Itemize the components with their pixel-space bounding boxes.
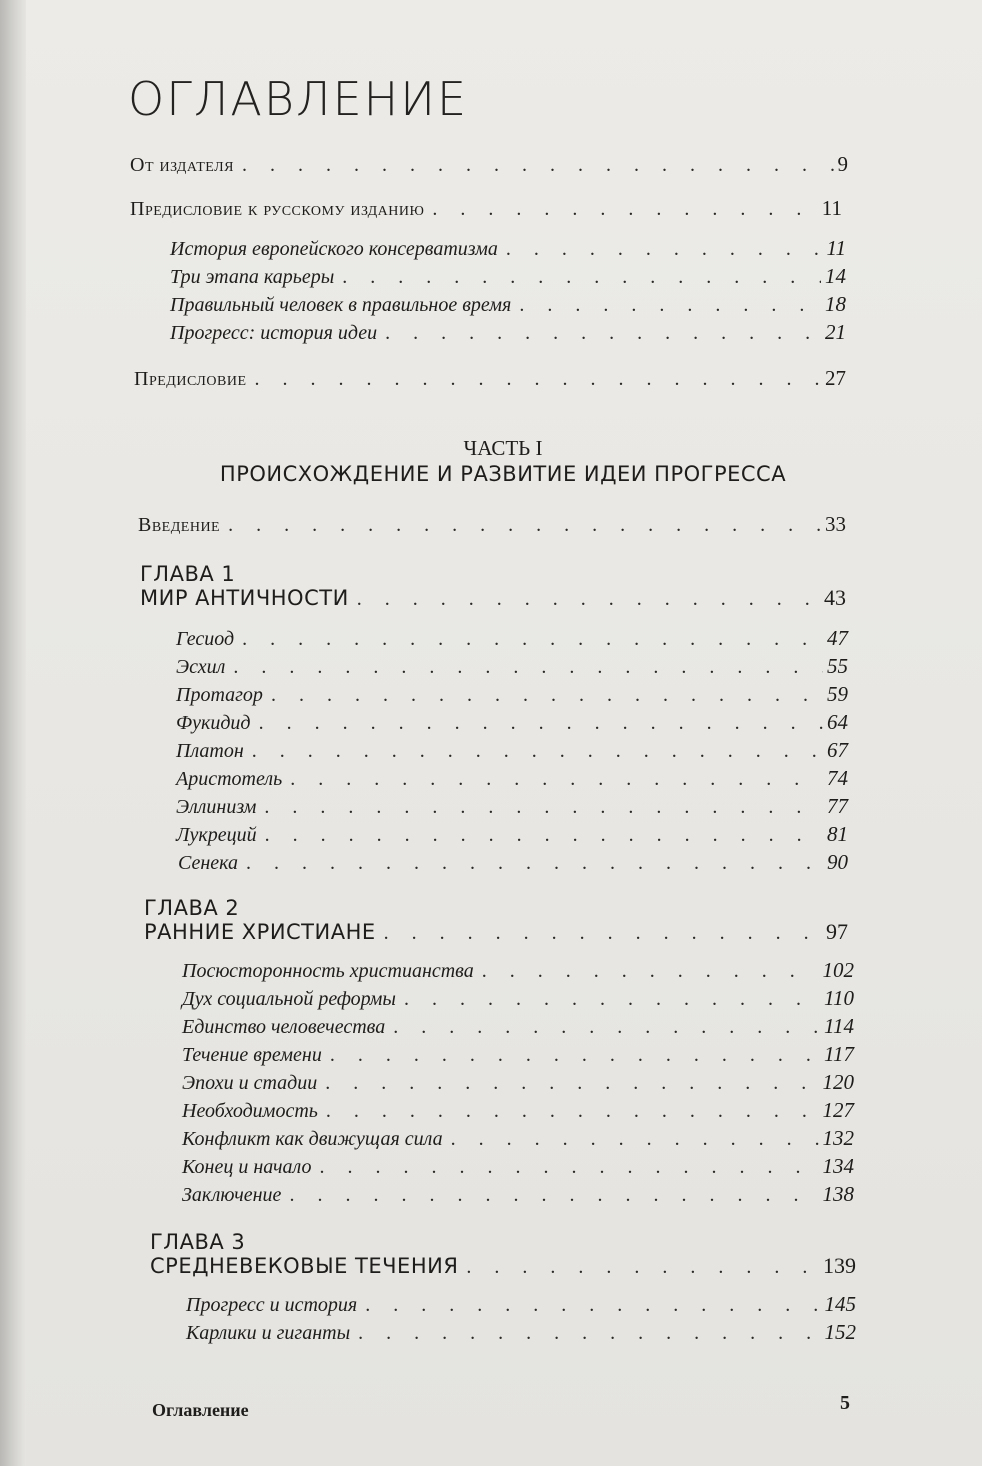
- toc-subentry[interactable]: [176, 738, 848, 763]
- toc-subentry[interactable]: [170, 264, 846, 289]
- chapter-label: ГЛАВА 1: [140, 562, 236, 586]
- toc-subentry[interactable]: [182, 1014, 854, 1039]
- page-gutter-edge: [0, 0, 26, 1466]
- leader-dots: [242, 153, 834, 177]
- toc-entry-text: Единство человечества: [182, 1016, 386, 1038]
- toc-entry-introduction[interactable]: [138, 512, 846, 537]
- toc-entry-page: 132: [822, 1126, 854, 1150]
- toc-entry-page: 102: [822, 958, 854, 982]
- leader-dots: [255, 367, 821, 391]
- toc-entry-text: Аристотель: [176, 768, 283, 790]
- leader-dots: [404, 987, 820, 1011]
- leader-dots: [466, 1255, 819, 1279]
- leader-dots: [482, 959, 819, 983]
- leader-dots: [384, 921, 822, 945]
- leader-dots: [259, 711, 823, 735]
- toc-entry-page: 74: [827, 766, 848, 790]
- toc-entry-preface-russian[interactable]: [130, 196, 842, 221]
- toc-entry-text: Карлики и гиганты: [186, 1322, 351, 1344]
- toc-entry-text: История европейского консерватизма: [170, 238, 498, 260]
- toc-entry-text: СРЕДНЕВЕКОВЫЕ ТЕЧЕНИЯ: [150, 1254, 459, 1278]
- toc-entry-page: 11: [826, 236, 846, 260]
- toc-entry-text: Правильный человек в правильное время: [170, 294, 512, 316]
- leader-dots: [290, 767, 823, 791]
- leader-dots: [357, 587, 820, 611]
- leader-dots: [451, 1127, 819, 1151]
- toc-chapter-title[interactable]: [150, 1254, 856, 1279]
- toc-entry-page: 55: [827, 654, 848, 678]
- part-label: ЧАСТЬ I: [463, 436, 543, 460]
- toc-entry-page: 138: [822, 1182, 854, 1206]
- toc-entry-page: 139: [823, 1253, 856, 1278]
- toc-entry-text: Лукреций: [176, 824, 257, 846]
- toc-entry-text: Прогресс: история идеи: [170, 322, 378, 344]
- toc-entry-text: РАННИЕ ХРИСТИАНЕ: [144, 920, 376, 944]
- toc-entry-text: Конец и начало: [182, 1156, 312, 1178]
- leader-dots: [506, 237, 823, 261]
- toc-entry-text: Введение: [138, 514, 221, 536]
- leader-dots: [289, 1183, 818, 1207]
- toc-entry-text: Платон: [176, 740, 244, 762]
- toc-entry-from-publisher[interactable]: [130, 152, 848, 177]
- toc-subentry[interactable]: [182, 1070, 854, 1095]
- leader-dots: [233, 655, 823, 679]
- toc-entry-text: Предисловие: [134, 368, 247, 390]
- toc-entry-text: Необходимость: [182, 1100, 318, 1122]
- toc-entry-page: 64: [827, 710, 848, 734]
- toc-entry-page: 90: [827, 850, 848, 874]
- toc-entry-page: 59: [827, 682, 848, 706]
- leader-dots: [246, 851, 823, 875]
- toc-entry-text: Эллинизм: [176, 796, 257, 818]
- toc-subentry[interactable]: [176, 682, 848, 707]
- toc-entry-page: 21: [825, 320, 846, 344]
- toc-subentry[interactable]: [176, 654, 848, 679]
- toc-entry-page: 9: [837, 152, 848, 176]
- toc-entry-text: Эсхил: [176, 656, 226, 678]
- leader-dots: [330, 1043, 820, 1067]
- toc-entry-page: 120: [822, 1070, 854, 1094]
- leader-dots: [519, 293, 821, 317]
- toc-entry-page: 33: [825, 512, 846, 536]
- toc-entry-page: 67: [827, 738, 848, 762]
- page-number: 5: [840, 1392, 850, 1414]
- toc-entry-text: Протагор: [176, 684, 263, 706]
- toc-entry-text: Посюсторонность христианства: [182, 960, 474, 982]
- toc-entry-page: 27: [825, 366, 846, 390]
- toc-subentry[interactable]: [170, 292, 846, 317]
- toc-entry-page: 77: [827, 794, 848, 818]
- toc-entry-text: МИР АНТИЧНОСТИ: [140, 586, 349, 610]
- toc-subentry[interactable]: [182, 1042, 854, 1067]
- toc-entry-page: 134: [822, 1154, 854, 1178]
- toc-entry-page: 97: [826, 919, 848, 944]
- leader-dots: [385, 321, 821, 345]
- leader-dots: [358, 1321, 820, 1345]
- toc-subentry[interactable]: [170, 320, 846, 345]
- toc-entry-page: 11: [821, 196, 842, 220]
- toc-entry-text: Течение времени: [182, 1044, 322, 1066]
- toc-subentry[interactable]: [182, 1098, 854, 1123]
- toc-chapter-title[interactable]: [144, 920, 848, 945]
- toc-entry-text: Прогресс и история: [186, 1294, 358, 1316]
- toc-entry-page: 18: [825, 292, 846, 316]
- toc-title: ОГЛАВЛЕНИЕ: [128, 72, 469, 126]
- leader-dots: [432, 197, 817, 221]
- toc-subentry[interactable]: [182, 1126, 854, 1151]
- chapter-label: ГЛАВА 2: [144, 896, 240, 920]
- toc-subentry[interactable]: [186, 1292, 856, 1317]
- leader-dots: [393, 1015, 820, 1039]
- leader-dots: [242, 627, 823, 651]
- toc-entry-page: 47: [827, 626, 848, 650]
- leader-dots: [342, 265, 821, 289]
- toc-entry-text: Эпохи и стадии: [182, 1072, 318, 1094]
- toc-subentry[interactable]: [176, 710, 848, 735]
- leader-dots: [365, 1293, 820, 1317]
- toc-entry-text: Гесиод: [176, 628, 235, 650]
- leader-dots: [325, 1071, 818, 1095]
- toc-entry-page: 114: [824, 1014, 854, 1038]
- toc-subentry[interactable]: [176, 766, 848, 791]
- toc-subentry[interactable]: [182, 1182, 854, 1207]
- toc-subentry[interactable]: [176, 626, 848, 651]
- leader-dots: [228, 513, 821, 537]
- toc-subentry[interactable]: [182, 986, 854, 1011]
- toc-entry-page: 152: [824, 1320, 856, 1344]
- toc-entry-text: Конфликт как движущая сила: [182, 1128, 443, 1150]
- toc-subentry[interactable]: [186, 1320, 856, 1345]
- leader-dots: [264, 795, 823, 819]
- part-title: ПРОИСХОЖДЕНИЕ И РАЗВИТИЕ ИДЕИ ПРОГРЕССА: [219, 462, 787, 486]
- toc-entry-page: 81: [827, 822, 848, 846]
- leader-dots: [252, 739, 823, 763]
- toc-entry-page: 127: [822, 1098, 854, 1122]
- chapter-label: ГЛАВА 3: [150, 1230, 246, 1254]
- toc-entry-page: 117: [824, 1042, 854, 1066]
- toc-entry-text: Заключение: [182, 1184, 282, 1206]
- toc-subentry[interactable]: [170, 236, 846, 261]
- toc-entry-page: 110: [824, 986, 854, 1010]
- toc-entry-text: Дух социальной реформы: [182, 988, 396, 1010]
- toc-subentry[interactable]: [182, 958, 854, 983]
- toc-entry-text: Сенека: [178, 852, 239, 874]
- toc-entry-page: 14: [825, 264, 846, 288]
- toc-subentry[interactable]: [178, 850, 848, 875]
- toc-entry-page: 145: [824, 1292, 856, 1316]
- leader-dots: [265, 823, 823, 847]
- leader-dots: [271, 683, 823, 707]
- toc-entry-page: 43: [824, 585, 846, 610]
- leader-dots: [319, 1155, 818, 1179]
- toc-entry-text: Три этапа карьеры: [170, 266, 335, 288]
- toc-chapter-title[interactable]: [140, 586, 846, 611]
- toc-entry-text: Фукидид: [176, 712, 251, 734]
- toc-subentry[interactable]: [182, 1154, 854, 1179]
- toc-subentry[interactable]: [176, 794, 848, 819]
- toc-entry-text: От издателя: [130, 154, 234, 176]
- leader-dots: [326, 1099, 819, 1123]
- toc-entry-text: Предисловие к русскому изданию: [130, 198, 425, 220]
- running-head: Оглавление: [152, 1400, 249, 1420]
- toc-subentry[interactable]: [176, 822, 848, 847]
- toc-entry-preface[interactable]: [134, 366, 846, 391]
